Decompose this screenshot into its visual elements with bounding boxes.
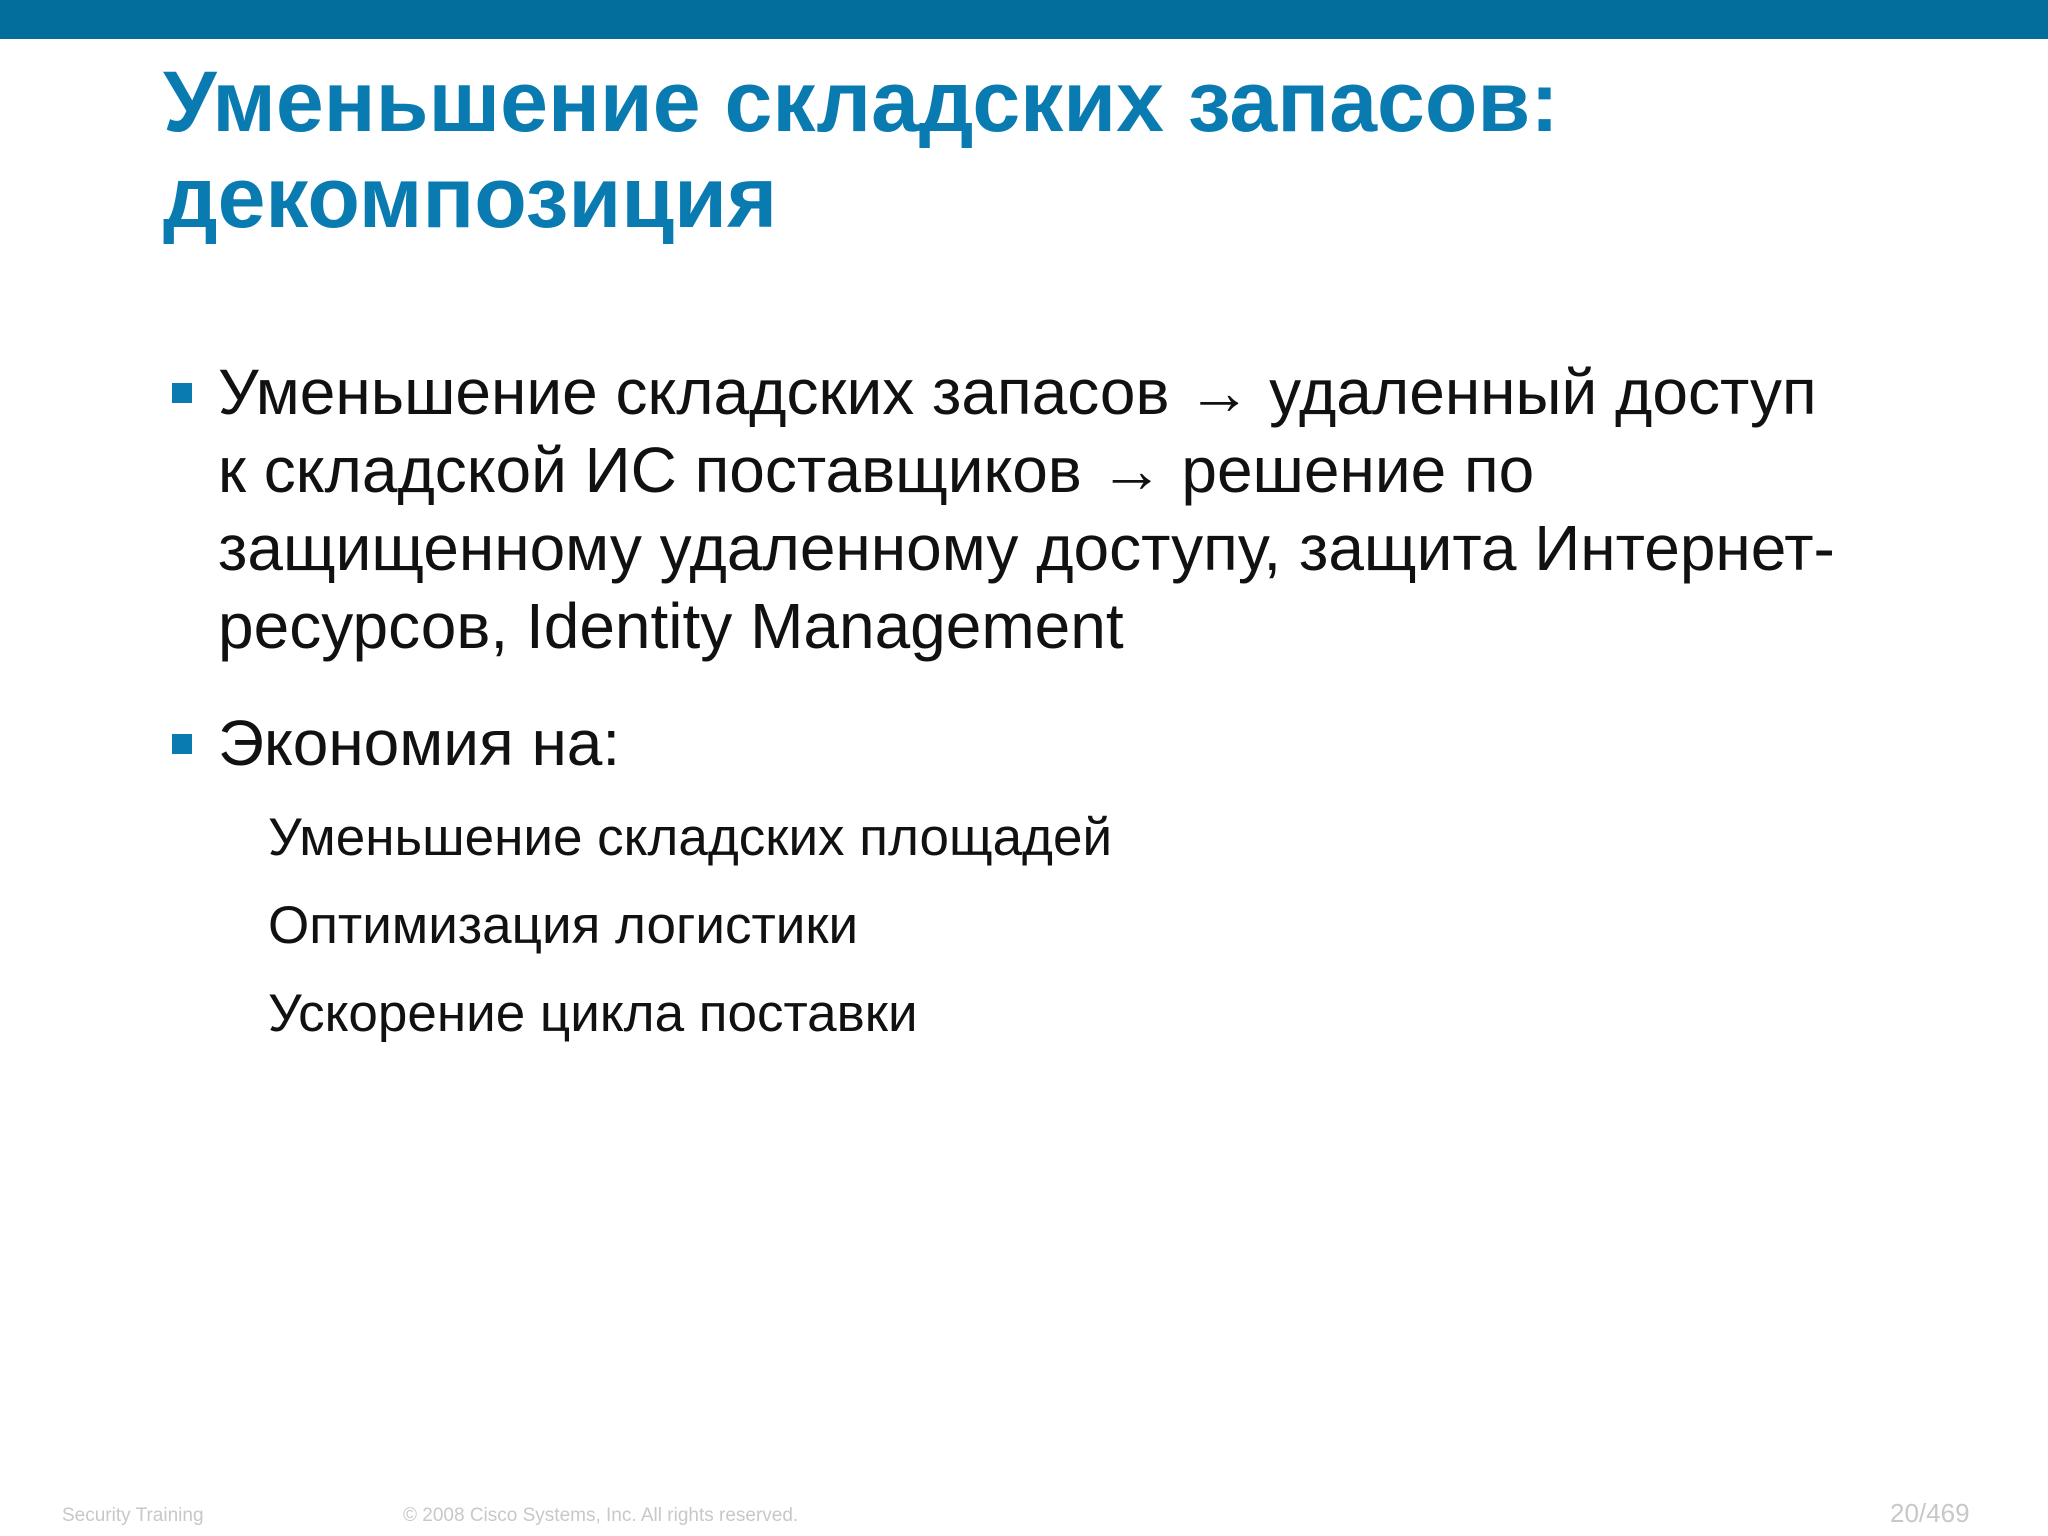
bullet-1-line-1: Уменьшение складских запасов → удаленный доступ — [218, 356, 1817, 428]
top-banner-bar — [0, 0, 2048, 39]
sub-item-2: Оптимизация логистики — [268, 896, 859, 955]
slide-title-line-2: декомпозиция — [163, 150, 778, 246]
slide-title — [163, 54, 1983, 246]
bullet-square-icon — [172, 383, 192, 403]
footer-copyright: © 2008 Cisco Systems, Inc. All rights reserved. — [403, 1505, 799, 1526]
footer-left-text: Security Training — [62, 1505, 204, 1526]
bullet-1-line-2: к складской ИС поставщиков → решение по — [218, 434, 1535, 506]
bullet-1-line-3: защищенному удаленному доступу, защита Интернет- — [218, 512, 1835, 584]
page-number: 20/469 — [1890, 1498, 1970, 1528]
sub-item-1: Уменьшение складских площадей — [268, 808, 1113, 867]
bullet-1-line-4: ресурсов, Identity Management — [218, 590, 1124, 662]
bullet-square-icon — [172, 734, 192, 754]
bullet-2-line-1: Экономия на: — [218, 707, 621, 779]
slide-title-line-1: Уменьшение складских запасов: — [163, 54, 1559, 150]
sub-item-3: Ускорение цикла поставки — [268, 984, 918, 1043]
